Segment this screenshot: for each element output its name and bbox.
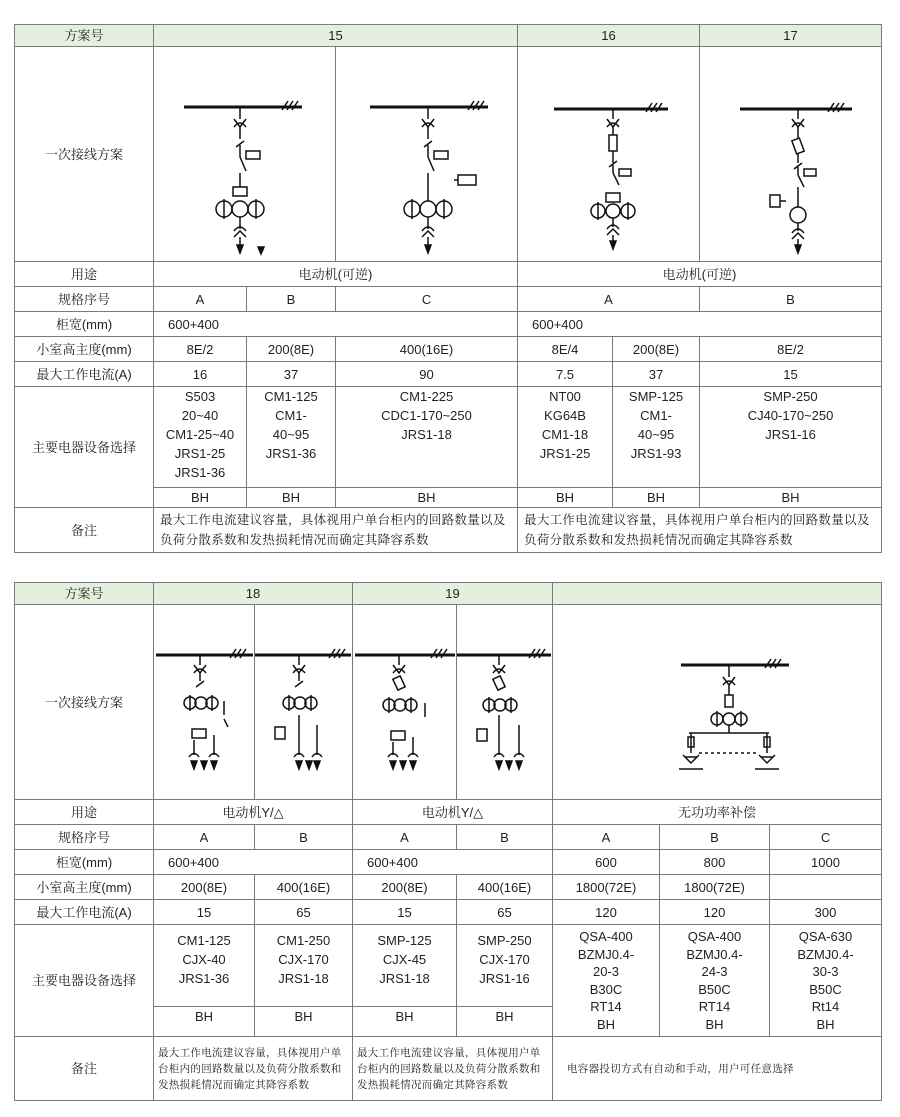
scheme-no-label: 方案号 (15, 25, 154, 47)
width-label: 柜宽(mm) (15, 312, 154, 337)
scheme-header-row (15, 583, 882, 605)
equipment-15-a: S503 20~40 CM1-25~40 JRS1-25 JRS1-36 (154, 387, 247, 488)
bh-19-b: BH (457, 1007, 553, 1037)
spec-18-a: A (154, 825, 255, 850)
height-15-a: 8E/2 (154, 337, 247, 362)
current-row (15, 362, 882, 387)
spec-16-a: A (518, 287, 700, 312)
current-comp-c: 300 (770, 900, 882, 925)
height-label: 小室高主度(mm) (15, 875, 154, 900)
usage-row (15, 800, 882, 825)
wiring-label: 一次接线方案 (15, 47, 154, 262)
remark-label: 备注 (15, 508, 154, 553)
bh-15-c: BH (336, 488, 518, 508)
scheme-19: 19 (353, 583, 553, 605)
current-17: 15 (700, 362, 882, 387)
wiring-diagram-15-ab (154, 47, 336, 262)
equipment-comp-c: QSA-630 BZMJ0.4- 30-3 B50C Rt14 BH (770, 925, 882, 1037)
equipment-row (15, 925, 882, 1007)
single-line-diagram (154, 47, 336, 261)
current-15-a: 16 (154, 362, 247, 387)
spec-19-b: B (457, 825, 553, 850)
height-18-a: 200(8E) (154, 875, 255, 900)
spec-18-b: B (255, 825, 353, 850)
height-15-c: 400(16E) (336, 337, 518, 362)
single-line-diagram (353, 605, 457, 799)
width-15: 600+400 (154, 312, 518, 337)
wiring-row (15, 47, 882, 262)
equipment-15-c: CM1-225 CDC1-170~250 JRS1-18 (336, 387, 518, 488)
remark-18: 最大工作电流建议容量，具体视用户单台柜内的回路数量以及负荷分散系数和发热损耗情况而确定其降容系数 (154, 1037, 353, 1101)
usage-16-17: 电动机(可逆) (518, 262, 882, 287)
wiring-diagram-19-b (457, 605, 553, 800)
equipment-16-a: NT00 KG64B CM1-18 JRS1-25 (518, 387, 613, 488)
height-16-a: 8E/4 (518, 337, 613, 362)
spec-15-c: C (336, 287, 518, 312)
bh-17: BH (700, 488, 882, 508)
current-16-a: 7.5 (518, 362, 613, 387)
remark-15: 最大工作电流建议容量，具体视用户单台柜内的回路数量以及负荷分散系数和发热损耗情况而确定其降容系数 (154, 508, 518, 553)
equipment-19-a: SMP-125 CJX-45 JRS1-18 (353, 925, 457, 1007)
current-18-b: 65 (255, 900, 353, 925)
height-15-b: 200(8E) (247, 337, 336, 362)
single-line-diagram (700, 47, 882, 261)
usage-label: 用途 (15, 800, 154, 825)
remark-label: 备注 (15, 1037, 154, 1101)
width-comp-c: 1000 (770, 850, 882, 875)
usage-label: 用途 (15, 262, 154, 287)
bh-18-b: BH (255, 1007, 353, 1037)
height-comp-a: 1800(72E) (553, 875, 660, 900)
spec-15-b: B (247, 287, 336, 312)
wiring-diagram-compensation (553, 605, 882, 800)
spec-label: 规格序号 (15, 287, 154, 312)
current-16-b: 37 (613, 362, 700, 387)
scheme-compensation (553, 583, 882, 605)
equipment-19-b: SMP-250 CJX-170 JRS1-16 (457, 925, 553, 1007)
equipment-15-b: CM1-125 CM1- 40~95 JRS1-36 (247, 387, 336, 488)
remark-row (15, 1037, 882, 1101)
spec-comp-a: A (553, 825, 660, 850)
current-label: 最大工作电流(A) (15, 900, 154, 925)
width-19: 600+400 (353, 850, 553, 875)
spec-19-a: A (353, 825, 457, 850)
width-row (15, 850, 882, 875)
width-16-17: 600+400 (518, 312, 882, 337)
equipment-label: 主要电器设备选择 (15, 387, 154, 508)
equipment-row (15, 387, 882, 488)
equipment-18-a: CM1-125 CJX-40 JRS1-36 (154, 925, 255, 1007)
equipment-comp-b: QSA-400 BZMJ0.4- 24-3 B50C RT14 BH (660, 925, 770, 1037)
scheme-15: 15 (154, 25, 518, 47)
current-comp-a: 120 (553, 900, 660, 925)
bh-19-a: BH (353, 1007, 457, 1037)
equipment-16-b: SMP-125 CM1- 40~95 JRS1-93 (613, 387, 700, 488)
remark-16-17: 最大工作电流建议容量，具体视用户单台柜内的回路数量以及负荷分散系数和发热损耗情况而确定其降容系数 (518, 508, 882, 553)
width-comp-a: 600 (553, 850, 660, 875)
equipment-comp-a: QSA-400 BZMJ0.4- 20-3 B30C RT14 BH (553, 925, 660, 1037)
current-row (15, 900, 882, 925)
current-15-c: 90 (336, 362, 518, 387)
equipment-17: SMP-250 CJ40-170~250 JRS1-16 (700, 387, 882, 488)
wiring-diagram-17 (700, 47, 882, 262)
current-label: 最大工作电流(A) (15, 362, 154, 387)
height-16-b: 200(8E) (613, 337, 700, 362)
bh-16-b: BH (613, 488, 700, 508)
single-line-diagram (336, 47, 518, 261)
usage-19: 电动机Y/△ (353, 800, 553, 825)
single-line-diagram (154, 605, 255, 799)
current-19-b: 65 (457, 900, 553, 925)
wiring-label: 一次接线方案 (15, 605, 154, 800)
scheme-table-15-17 (14, 24, 882, 553)
scheme-16: 16 (518, 25, 700, 47)
current-18-a: 15 (154, 900, 255, 925)
remark-compensation: 电容器投切方式有自动和手动，用户可任意选择 (553, 1037, 882, 1101)
usage-row (15, 262, 882, 287)
spec-row (15, 825, 882, 850)
scheme-17: 17 (700, 25, 882, 47)
scheme-18: 18 (154, 583, 353, 605)
height-comp-b: 1800(72E) (660, 875, 770, 900)
single-line-diagram (553, 605, 882, 799)
wiring-diagram-15-c (336, 47, 518, 262)
width-comp-b: 800 (660, 850, 770, 875)
usage-compensation: 无功功率补偿 (553, 800, 882, 825)
height-comp-c (770, 875, 882, 900)
scheme-table-18-19 (14, 582, 882, 1101)
spec-17-b: B (700, 287, 882, 312)
current-comp-b: 120 (660, 900, 770, 925)
wiring-row (15, 605, 882, 800)
spec-label: 规格序号 (15, 825, 154, 850)
wiring-diagram-19-a (353, 605, 457, 800)
remark-row (15, 508, 882, 553)
current-19-a: 15 (353, 900, 457, 925)
wiring-diagram-16 (518, 47, 700, 262)
height-17: 8E/2 (700, 337, 882, 362)
wiring-diagram-18-a (154, 605, 255, 800)
current-15-b: 37 (247, 362, 336, 387)
spec-15-a: A (154, 287, 247, 312)
usage-18: 电动机Y/△ (154, 800, 353, 825)
single-line-diagram (255, 605, 353, 799)
bh-18-a: BH (154, 1007, 255, 1037)
height-row (15, 337, 882, 362)
spec-comp-b: B (660, 825, 770, 850)
remark-19: 最大工作电流建议容量，具体视用户单台柜内的回路数量以及负荷分散系数和发热损耗情况而确定其降容系数 (353, 1037, 553, 1101)
width-row (15, 312, 882, 337)
bh-15-a: BH (154, 488, 247, 508)
scheme-header-row (15, 25, 882, 47)
height-19-a: 200(8E) (353, 875, 457, 900)
spec-comp-c: C (770, 825, 882, 850)
height-18-b: 400(16E) (255, 875, 353, 900)
usage-15: 电动机(可逆) (154, 262, 518, 287)
equipment-label: 主要电器设备选择 (15, 925, 154, 1037)
scheme-no-label: 方案号 (15, 583, 154, 605)
width-18: 600+400 (154, 850, 353, 875)
width-label: 柜宽(mm) (15, 850, 154, 875)
bh-15-b: BH (247, 488, 336, 508)
bh-16-a: BH (518, 488, 613, 508)
height-19-b: 400(16E) (457, 875, 553, 900)
height-label: 小室高主度(mm) (15, 337, 154, 362)
single-line-diagram (518, 47, 700, 261)
single-line-diagram (457, 605, 553, 799)
spec-row (15, 287, 882, 312)
equipment-18-b: CM1-250 CJX-170 JRS1-18 (255, 925, 353, 1007)
wiring-diagram-18-b (255, 605, 353, 800)
height-row (15, 875, 882, 900)
